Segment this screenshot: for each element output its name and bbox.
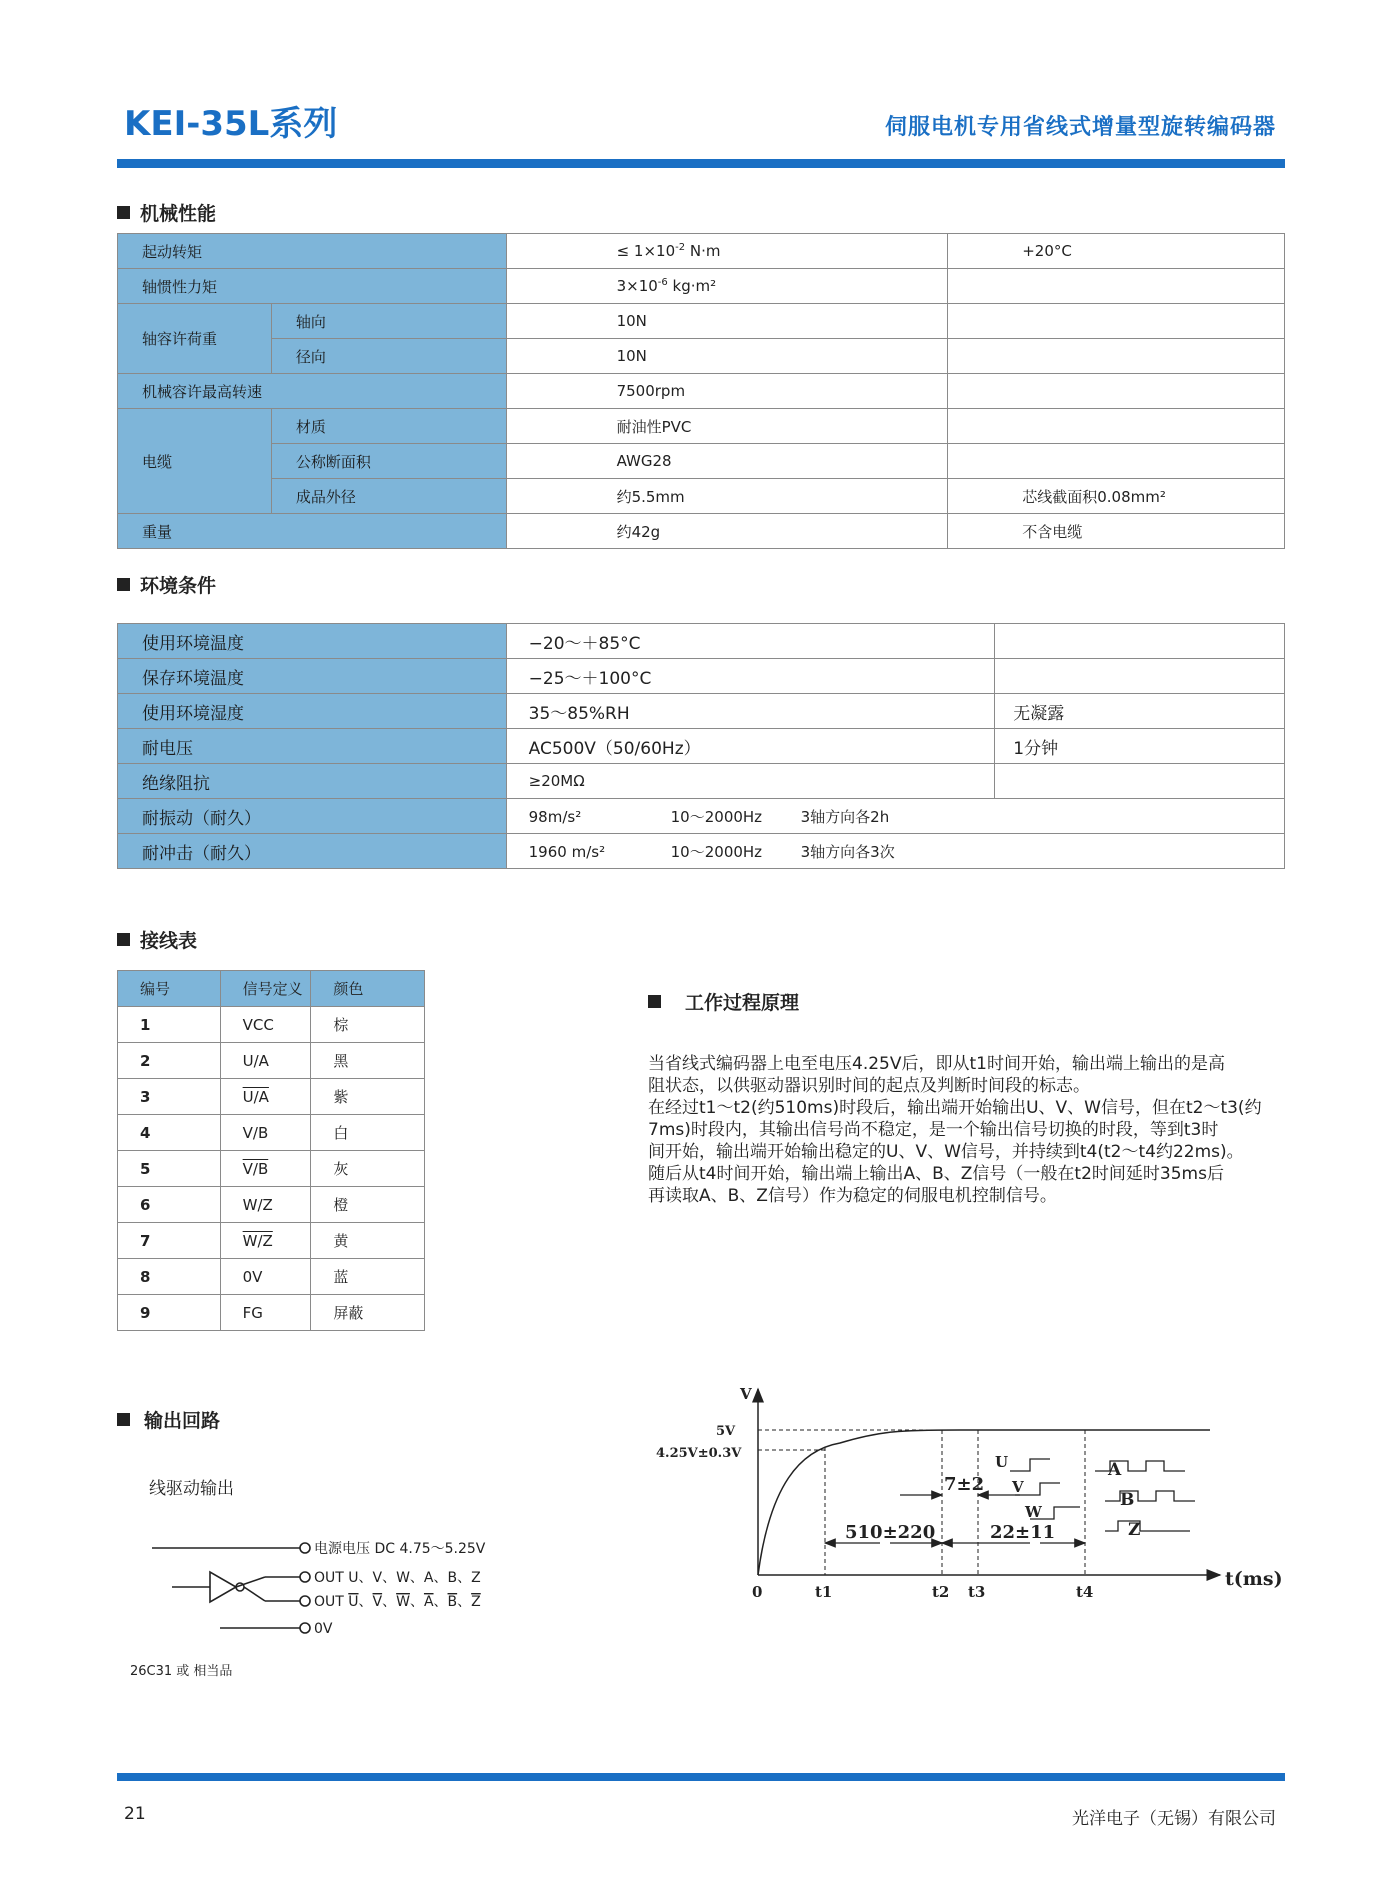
column-header: 信号定义: [220, 971, 311, 1007]
row-note: [948, 304, 1285, 339]
row-label: 使用环境湿度: [118, 694, 507, 729]
row-label: 使用环境温度: [118, 624, 507, 659]
table-row: [118, 659, 1285, 694]
tick-t3: t3: [968, 1583, 986, 1601]
row-value: 35～85%RH: [506, 694, 995, 729]
table-row: [118, 1259, 425, 1295]
wire-color: 橙: [311, 1187, 425, 1223]
table-row: [118, 1043, 425, 1079]
page-title: KEI-35L系列: [124, 104, 338, 144]
row-value: 98m/s² 10～2000Hz 3轴方向各2h: [506, 799, 1284, 834]
row-label: 绝缘阻抗: [118, 764, 507, 799]
table-row: [118, 799, 1285, 834]
origin-label: 0: [752, 1583, 763, 1601]
wire-signal: U/A: [220, 1043, 311, 1079]
wire-number: 1: [118, 1007, 221, 1043]
row-note: [948, 269, 1285, 304]
row-note: [995, 659, 1285, 694]
row-label: 电缆: [118, 409, 272, 514]
table-row: [118, 234, 1285, 269]
principle-line: 间开始，输出端开始输出稳定的U、V、W信号，并持续到t4(t2～t4约22ms)。: [648, 1142, 1244, 1162]
section-heading-mechanical: 机械性能: [117, 199, 216, 226]
row-value: −20～＋85°C: [506, 624, 995, 659]
table-row: [118, 834, 1285, 869]
row-label: 轴容许荷重: [118, 304, 272, 374]
table-row: [118, 729, 1285, 764]
wire-color: 蓝: [311, 1259, 425, 1295]
row-label: 起动转矩: [118, 234, 507, 269]
table-row: [118, 479, 1285, 514]
row-note: [948, 444, 1285, 479]
header-rule: [117, 159, 1285, 168]
span-t2-t3: 7±2: [944, 1474, 985, 1495]
page-subtitle: 伺服电机专用省线式增量型旋转编码器: [884, 115, 1276, 140]
row-value: $3\times 10^{-6}$ kg·m²: [506, 269, 948, 304]
principle-text: [648, 1053, 1288, 1207]
wire-color: 紫: [311, 1079, 425, 1115]
wire-signal: V/B: [220, 1151, 311, 1187]
section-heading-wiring: 接线表: [117, 926, 197, 953]
principle-line: 当省线式编码器上电至电压4.25V后，即从t1时间开始，输出端上输出的是高: [648, 1054, 1225, 1074]
wire-color: 棕: [311, 1007, 425, 1043]
table-row: [118, 409, 1285, 444]
column-header: 编号: [118, 971, 221, 1007]
table-row: [118, 764, 1285, 799]
row-value: 约5.5mm: [506, 479, 948, 514]
row-sublabel: 成品外径: [271, 479, 506, 514]
row-note: [995, 764, 1285, 799]
section-heading-principle: 工作过程原理: [648, 988, 799, 1015]
row-label: 保存环境温度: [118, 659, 507, 694]
row-note: [948, 339, 1285, 374]
row-note: 芯线截面积0.08mm²: [948, 479, 1285, 514]
signal-a-label: A: [1108, 1460, 1122, 1480]
y-axis-label: V: [740, 1385, 752, 1403]
row-value: 约42g: [506, 514, 948, 549]
table-row: [118, 1007, 425, 1043]
row-value: 10N: [506, 339, 948, 374]
table-row: [118, 339, 1285, 374]
row-label: 机械容许最高转速: [118, 374, 507, 409]
wire-signal: W/Z: [220, 1223, 311, 1259]
level-5v-label: 5V: [716, 1424, 736, 1439]
table-row: [118, 1115, 425, 1151]
principle-line: 阻状态，以供驱动器识别时间的起点及判断时间段的标志。: [648, 1076, 1090, 1096]
row-value: ≥20MΩ: [506, 764, 995, 799]
wire-number: 9: [118, 1295, 221, 1331]
output-subheading: 线驱动输出: [149, 1479, 234, 1499]
tick-t4: t4: [1076, 1583, 1094, 1601]
out-inverted-label: OUT U、V、W、A、B、Z: [314, 1594, 481, 1610]
row-note: [995, 624, 1285, 659]
table-header-row: [118, 971, 425, 1007]
wire-signal: 0V: [220, 1259, 311, 1295]
wire-number: 2: [118, 1043, 221, 1079]
span-t2-t4: 22±11: [990, 1522, 1056, 1543]
row-sublabel: 材质: [271, 409, 506, 444]
row-label: 耐电压: [118, 729, 507, 764]
table-row: [118, 1295, 425, 1331]
signal-v-label: V: [1012, 1478, 1024, 1496]
wire-signal: FG: [220, 1295, 311, 1331]
page-number: 21: [124, 1804, 146, 1824]
row-value: AC500V（50/60Hz）: [506, 729, 995, 764]
row-sublabel: 公称断面积: [271, 444, 506, 479]
signal-z-label: Z: [1128, 1520, 1141, 1540]
signal-b-label: B: [1120, 1490, 1135, 1510]
signal-w-label: W: [1025, 1503, 1042, 1521]
row-value: 1960 m/s² 10～2000Hz 3轴方向各3次: [506, 834, 1284, 869]
x-axis-label: t(ms): [1225, 1568, 1283, 1590]
row-note: +20°C: [948, 234, 1285, 269]
wiring-table: [117, 970, 425, 1331]
row-note: 1分钟: [995, 729, 1285, 764]
wire-signal: U/A: [220, 1079, 311, 1115]
row-value: 耐油性PVC: [506, 409, 948, 444]
wire-number: 8: [118, 1259, 221, 1295]
table-row: [118, 269, 1285, 304]
table-row: [118, 444, 1285, 479]
wire-number: 5: [118, 1151, 221, 1187]
ground-label: 0V: [314, 1621, 333, 1637]
timing-diagram: [640, 1375, 1300, 1615]
row-label: 耐振动（耐久）: [118, 799, 507, 834]
wire-signal: VCC: [220, 1007, 311, 1043]
wire-color: 黄: [311, 1223, 425, 1259]
row-label: 轴惯性力矩: [118, 269, 507, 304]
wire-signal: V/B: [220, 1115, 311, 1151]
table-row: [118, 1187, 425, 1223]
row-value: −25～＋100°C: [506, 659, 995, 694]
row-note: 无凝露: [995, 694, 1285, 729]
footer-rule: [117, 1773, 1285, 1781]
table-row: [118, 1223, 425, 1259]
signal-u-label: U: [995, 1453, 1009, 1471]
row-sublabel: 径向: [271, 339, 506, 374]
mechanical-table: [117, 233, 1285, 549]
principle-line: 在经过t1～t2(约510ms)时段后，输出端开始输出U、V、W信号，但在t2～t3(约: [648, 1098, 1262, 1118]
tick-t2: t2: [932, 1583, 950, 1601]
wire-signal: W/Z: [220, 1187, 311, 1223]
principle-line: 7ms)时段内，其输出信号尚不稳定，是一个输出信号切换的时段，等到t3时: [648, 1120, 1219, 1140]
level-425v-label: 4.25V±0.3V: [656, 1446, 742, 1461]
row-note: 不含电缆: [948, 514, 1285, 549]
table-row: [118, 624, 1285, 659]
principle-line: 随后从t4时间开始，输出端上输出A、B、Z信号（一般在t2时间延时35ms后: [648, 1164, 1224, 1184]
voltage-curve: [758, 1430, 1210, 1575]
table-row: [118, 304, 1285, 339]
wire-color: 黑: [311, 1043, 425, 1079]
table-row: [118, 514, 1285, 549]
wire-number: 3: [118, 1079, 221, 1115]
row-value: AWG28: [506, 444, 948, 479]
wire-color: 白: [311, 1115, 425, 1151]
section-heading-output: 输出回路: [117, 1406, 220, 1433]
row-value: 7500rpm: [506, 374, 948, 409]
row-label: 耐冲击（耐久）: [118, 834, 507, 869]
row-value: ≤ $1\times 10^{-2}$ N·m: [506, 234, 948, 269]
environment-table: [117, 623, 1285, 869]
line-driver-circuit: [140, 1530, 540, 1650]
wire-number: 6: [118, 1187, 221, 1223]
row-value: 10N: [506, 304, 948, 339]
row-label: 重量: [118, 514, 507, 549]
company-name: 光洋电子（无锡）有限公司: [1072, 1809, 1276, 1829]
row-note: [948, 409, 1285, 444]
table-row: [118, 694, 1285, 729]
table-row: [118, 1079, 425, 1115]
wire-color: 屏蔽: [311, 1295, 425, 1331]
chip-label: 26C31 或 相当品: [130, 1664, 233, 1679]
vcc-label: 电源电压 DC 4.75～5.25V: [314, 1541, 486, 1557]
table-row: [118, 1151, 425, 1187]
principle-line: 再读取A、B、Z信号）作为稳定的伺服电机控制信号。: [648, 1186, 1057, 1206]
wire-number: 4: [118, 1115, 221, 1151]
column-header: 颜色: [311, 971, 425, 1007]
tick-t1: t1: [815, 1583, 833, 1601]
out-label: OUT U、V、W、A、B、Z: [314, 1570, 481, 1586]
wire-number: 7: [118, 1223, 221, 1259]
row-sublabel: 轴向: [271, 304, 506, 339]
wire-color: 灰: [311, 1151, 425, 1187]
table-row: [118, 374, 1285, 409]
span-t1-t2: 510±220: [845, 1522, 936, 1543]
section-heading-environment: 环境条件: [117, 571, 216, 598]
row-note: [948, 374, 1285, 409]
